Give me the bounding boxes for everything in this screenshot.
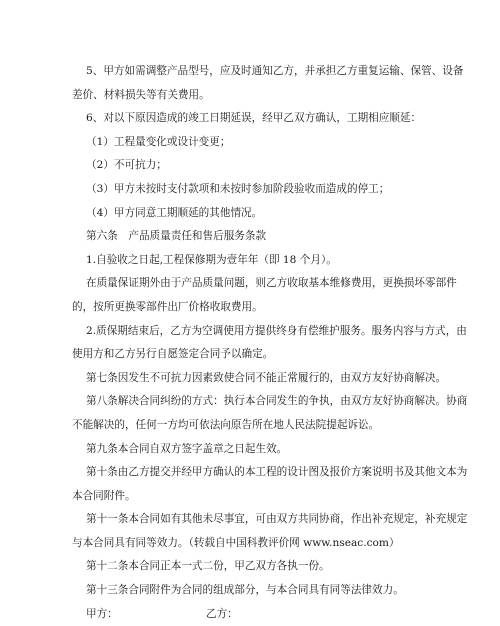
article-6-heading: 第六条 产品质量责任和售后服务条款 [86, 230, 267, 243]
article-10: 第十条由乙方提交并经甲方确认的本工程的设计图及报价方案说明书及其他文本为本合同附件。 [72, 466, 468, 502]
article-9: 第九条本合同自双方签字盖章之日起生效。 [86, 442, 288, 455]
clause-6-item-1: （1）工程量变化或设计变更； [86, 135, 231, 148]
article-6-warranty-note: 在质量保证期外由于产品质量问题，则乙方收取基本维修费用，更换损坏零部件的，按所更换零部件出厂价格收取费用。 [72, 277, 457, 313]
party-b-label: 乙方： [206, 607, 238, 620]
article-8: 第八条解决合同纠纷的方式：执行本合同发生的争执，由双方友好协商解决。协商不能解决的，任何一方均可依法向原告所在地人民法院提起诉讼。 [72, 395, 468, 431]
clause-6-item-2: （2）不可抗力； [86, 159, 167, 172]
party-a-label: 甲方： [86, 607, 118, 620]
clause-6: 6、对以下原因造成的竣工日期延误，经甲乙双方确认，工期相应顺延： [86, 112, 422, 125]
article-6-point-2: 2.质保期结束后，乙方为空调使用方提供终身有偿维护服务。服务内容与方式，由使用方和乙方另行自愿签定合同予以确定。 [72, 324, 467, 361]
clause-5: 5、甲方如需调整产品型号，应及时通知乙方，并承担乙方重复运输、保管、设备差价、材料损失等有关费用。 [72, 65, 464, 101]
clause-6-item-4: （4）甲方同意工期顺延的其他情况。 [86, 206, 263, 219]
article-12: 第十二条本合同正本一式二份，甲乙双方各执一份。 [86, 560, 330, 573]
signature-line [72, 603, 472, 626]
clause-6-item-3: （3）甲方未按时支付款项和未按时参加阶段验收而造成的停工； [86, 182, 390, 195]
article-6-point-1: 1.自验收之日起,工程保修期为壹年年（即 18 个月）。 [86, 253, 337, 266]
article-11: 第十一条本合同如有其他未尽事宜，可由双方共同协商，作出补充规定，补充规定与本合同具有同等效力。（转载自中国科教评价网 www.nseac.com） [72, 513, 468, 549]
article-7: 第七条因发生不可抗力因素致使合同不能正常履行的，由双方友好协商解决。 [86, 371, 447, 384]
article-13: 第十三条合同附件为合同的组成部分，与本合同具有同等法律效力。 [86, 584, 404, 597]
